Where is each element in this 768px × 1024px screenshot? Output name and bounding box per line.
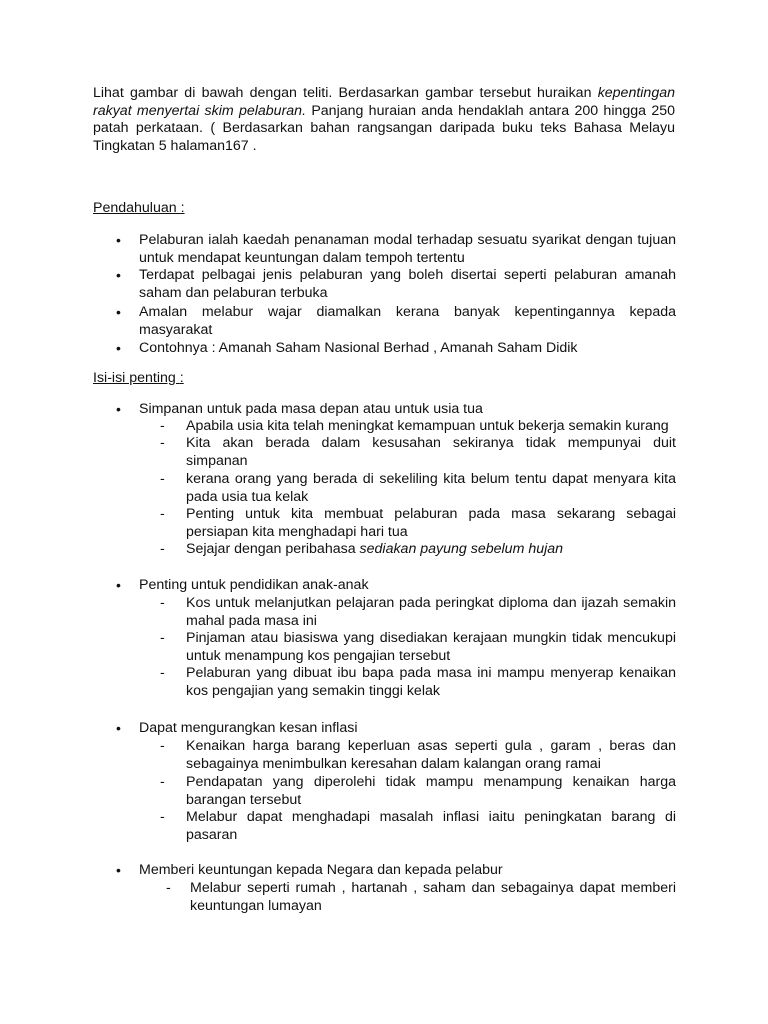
pendahuluan-item-text: Contohnya : Amanah Saham Nasional Berhad , Amanah Saham Didik (139, 340, 578, 356)
dash-icon: - (160, 471, 165, 487)
bullet-icon: • (116, 401, 121, 417)
sub-item-text: Kenaikan harga barang keperluan asas seperti gula , garam , beras dan sebagainya menimbulkan keresahan dalam kalangan orang ramai (186, 738, 676, 772)
dash-icon: - (160, 418, 165, 434)
bullet-icon: • (116, 267, 121, 283)
isi-heading-text: Isi-isi penting (93, 370, 180, 386)
isi-heading-colon: : (179, 370, 184, 386)
bullet-icon: • (116, 577, 121, 593)
dash-icon: - (166, 880, 171, 896)
bullet-icon: • (116, 720, 121, 736)
peribahasa-italic: sediakan payung sebelum hujan (359, 541, 564, 557)
sub-item-text: Apabila usia kita telah meningkat kemampuan untuk bekerja semakin kurang (186, 418, 669, 434)
pendahuluan-heading (93, 200, 185, 218)
pendahuluan-heading-text: Pendahuluan (93, 200, 181, 216)
dash-icon: - (160, 435, 165, 451)
sub-item-text: kerana orang yang berada di sekeliling kita belum tentu dapat menyara kita pada usia tua kelak (186, 471, 676, 505)
peribahasa-prefix: Sejajar dengan peribahasa (186, 541, 360, 557)
intro-paragraph (93, 85, 675, 155)
dash-icon: - (160, 595, 165, 611)
dash-icon: - (160, 665, 165, 681)
sub-item-text: Pinjaman atau biasiswa yang disediakan kerajaan mungkin tidak mencukupi untuk menampung kos pengajian tersebut (186, 630, 676, 664)
dash-icon: - (160, 506, 165, 522)
sub-item-text: Penting untuk kita membuat pelaburan pada masa sekarang sebagai persiapan kita menghadapi hari tua (186, 506, 676, 540)
intro-text-1: Lihat gambar di bawah dengan teliti. Berdasarkan gambar tersebut huraikan (93, 85, 598, 101)
sub-item-text: Kita akan berada dalam kesusahan sekiranya tidak mempunyai duit simpanan (186, 435, 676, 469)
pendahuluan-item-text: Terdapat pelbagai jenis pelaburan yang boleh disertai seperti pelaburan amanah saham dan pelaburan terbuka (139, 267, 676, 301)
sub-item-text (186, 541, 676, 559)
intro-text-2: Panjang huraian anda hendaklah antara 200 hingga 250 patah perkataan. ( Berdasarkan bahan rangsangan daripada buku teks Bahasa Melayu Tingkatan 5 halaman167 . (93, 102, 675, 154)
isi-heading (93, 370, 184, 388)
dash-icon: - (160, 809, 165, 825)
sub-item-text: Melabur dapat menghadapi masalah inflasi iaitu peningkatan barang di pasaran (186, 809, 676, 843)
bullet-icon: • (116, 304, 121, 320)
pendahuluan-item-text: Amalan melabur wajar diamalkan kerana banyak kepentingannya kepada masyarakat (139, 304, 676, 338)
sub-item-text: Pelaburan yang dibuat ibu bapa pada masa ini mampu menyerap kenaikan kos pengajian yang semakin tinggi kelak (186, 665, 676, 699)
sub-item-text: Kos untuk melanjutkan pelajaran pada peringkat diploma dan ijazah semakin mahal pada masa ini (186, 595, 676, 629)
isi-point-title: Simpanan untuk pada masa depan atau untuk usia tua (139, 401, 483, 417)
bullet-icon: • (116, 862, 121, 878)
intro-italic-text: kepentingan rakyat menyertai skim pelaburan. (93, 85, 675, 119)
sub-item-text: Pendapatan yang diperolehi tidak mampu menampung kenaikan harga barangan tersebut (186, 774, 676, 808)
dash-icon: - (160, 738, 165, 754)
isi-point-title: Memberi keuntungan kepada Negara dan kepada pelabur (139, 862, 503, 878)
bullet-icon: • (116, 340, 121, 356)
dash-icon: - (160, 541, 165, 557)
sub-item-text: Melabur seperti rumah , hartanah , saham dan sebagainya dapat memberi keuntungan lumayan (190, 880, 676, 914)
bullet-icon: • (116, 232, 121, 248)
isi-point-title: Dapat mengurangkan kesan inflasi (139, 720, 358, 736)
dash-icon: - (160, 630, 165, 646)
pendahuluan-item-text: Pelaburan ialah kaedah penanaman modal terhadap sesuatu syarikat dengan tujuan untuk mendapat keuntungan dalam tempoh tertentu (139, 232, 676, 266)
pendahuluan-heading-colon: : (180, 200, 185, 216)
isi-point-title: Penting untuk pendidikan anak-anak (139, 577, 369, 593)
dash-icon: - (160, 774, 165, 790)
